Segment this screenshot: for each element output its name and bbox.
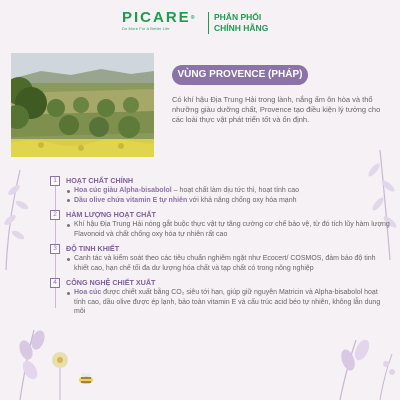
header	[0, 0, 400, 44]
step-number-badge: 3	[50, 244, 60, 254]
registered-mark: ®	[190, 15, 197, 21]
picare-logo	[122, 10, 204, 32]
region-title: VÙNG PROVENCE (PHÁP)	[172, 65, 308, 85]
feature-title: HOẠT CHẤT CHÍNH	[66, 176, 134, 185]
feature-bullet: Hoa cúc giàu Alpha-bisabolol – hoạt chất làm dịu tức thì, hoạt tính cao	[66, 186, 390, 196]
step-number-badge: 4	[50, 278, 60, 288]
feature-title: HÀM LƯỢNG HOẠT CHẤT	[66, 210, 156, 219]
feature-list	[50, 176, 390, 322]
feature-item-3	[50, 244, 390, 273]
step-number-badge: 2	[50, 210, 60, 220]
distribution-line-2: CHÍNH HÃNG	[214, 23, 269, 33]
distribution-label	[214, 12, 268, 34]
region-description: Có khí hậu Địa Trung Hải trong lành, nắng ấm ôn hòa và thổ nhưỡng giàu dưỡng chất, Provence tạo điều kiện lý tưởng cho các loài thực vật phát triển tốt và ổn định.	[172, 95, 381, 124]
logo-tagline: Do More For A Better Life	[122, 26, 170, 31]
feature-bullet: Hoa cúc được chiết xuất bằng CO₂ siêu tới hạn, giúp giữ nguyên Matricin và Alpha-bisabolol hoạt tính cao, dầu olive được ép lạnh, bảo toàn vitamin E và cấu trúc acid béo tự nhiên, không lẫn dung môi	[66, 288, 390, 317]
botanical-footer-decoration	[0, 320, 400, 400]
logo-text: PICARE	[122, 9, 191, 26]
feature-item-1	[50, 176, 390, 205]
feature-item-4	[50, 278, 390, 317]
feature-bullet: Khí hậu Địa Trung Hải nóng gắt buộc thực vật tự tăng cường cơ chế bảo vệ, từ đó tích lũy hàm lượng Flavonoid và chất chống oxy hóa tự nhiên rất cao	[66, 220, 390, 239]
feature-title: CÔNG NGHỆ CHIẾT XUẤT	[66, 278, 156, 287]
feature-bullet: Canh tác và kiểm soát theo các tiêu chuẩn nghiêm ngặt như Ecocert/ COSMOS, đảm bảo độ tinh khiết cao, hạn chế tối đa dư lượng hóa chất và tạp chất có trong nông nghiệp	[66, 254, 390, 273]
feature-title: ĐỘ TINH KHIẾT	[66, 244, 120, 253]
feature-item-2	[50, 210, 390, 239]
distribution-line-1: PHÂN PHỐI	[214, 12, 262, 22]
feature-bullet: Dầu olive chứa vitamin E tự nhiên với khả năng chống oxy hóa mạnh	[66, 196, 390, 206]
step-number-badge: 1	[50, 176, 60, 186]
olive-branch-left-decoration	[0, 160, 40, 270]
provence-landscape-photo	[11, 53, 154, 157]
header-divider	[208, 12, 209, 34]
